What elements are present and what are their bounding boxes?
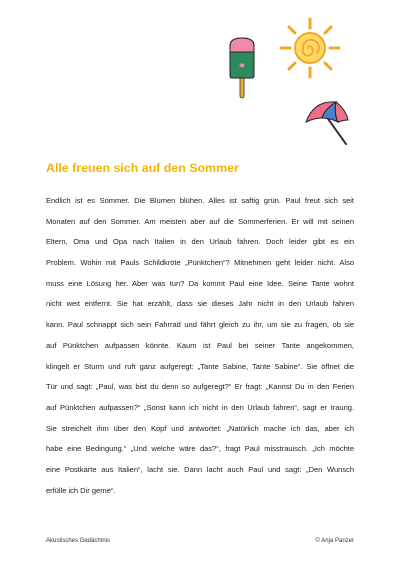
- story-line: habe eine Bedingung.“ „Und welche wäre das?“, fragt Paul misstrauisch. „Ich möchte: [46, 444, 354, 454]
- story-line: auf Pünktchen aufpassen?“ „Sonst kann ich nicht in den Urlaub fahren“, sagt er traurig.: [46, 402, 354, 412]
- story-line: Eltern, Oma und Opa nach Italien in den Urlaub fahren. Doch leider gibt es ein: [46, 237, 354, 247]
- story-line: muss eine Lösung her. Aber was tun? Da kommt Paul eine Idee. Seine Tante wohnt: [46, 278, 354, 288]
- story-line: Endlich ist es Sommer. Die Blumen blühen. Alles ist saftig grün. Paul freut sich seit: [46, 196, 354, 205]
- story-line: eine Postkarte aus Italien“, lacht sie. Dann lacht auch Paul und sagt: „Den Wunsch: [46, 464, 354, 474]
- story-line: Monaten auf den Sommer. Am meisten aber auf die Sommerferien. Er will mit seinen: [46, 216, 354, 226]
- story-line: Problem. Wohin mit Pauls Schildkröte „Pünktchen“? Mitnehmen geht leider nicht. Also: [46, 258, 354, 268]
- story-line: auf Pünktchen aufpassen könnte. Kaum ist Paul bei seiner Tante angekommen,: [46, 340, 354, 350]
- beach-umbrella-icon: [302, 96, 354, 148]
- footer-left: Akustisches Gedächtnis: [46, 538, 111, 544]
- story-text: [46, 191, 354, 501]
- story-line: erfülle ich Dir gerne“.: [46, 485, 116, 495]
- story-line: Sie streichelt ihm über den Kopf und antwortet: „Natürlich mache ich das, aber ich: [46, 423, 354, 433]
- document-title: Alle freuen sich auf den Sommer: [46, 161, 239, 175]
- sun-icon: [278, 16, 342, 80]
- story-line: kann. Paul schnappt sich sein Fahrrad und fährt gleich zu ihr, um sie zu fragen, ob sie: [46, 320, 354, 330]
- popsicle-icon: [222, 36, 262, 100]
- story-line: nicht weit entfernt. Sie hat erzählt, dass sie dieses Jahr nicht in den Urlaub fahren: [46, 299, 354, 309]
- footer-right: © Anja Panzer: [315, 538, 354, 544]
- story-line: klingelt er Sturm und ruft ganz aufgeregt: „Tante Sabine, Tante Sabine“. Sie öffnet die: [46, 361, 354, 371]
- story-line: Tür und sagt: „Paul, was bist du denn so aufgeregt?“ Er fragt: „Kannst Du in den Ferien: [46, 382, 354, 392]
